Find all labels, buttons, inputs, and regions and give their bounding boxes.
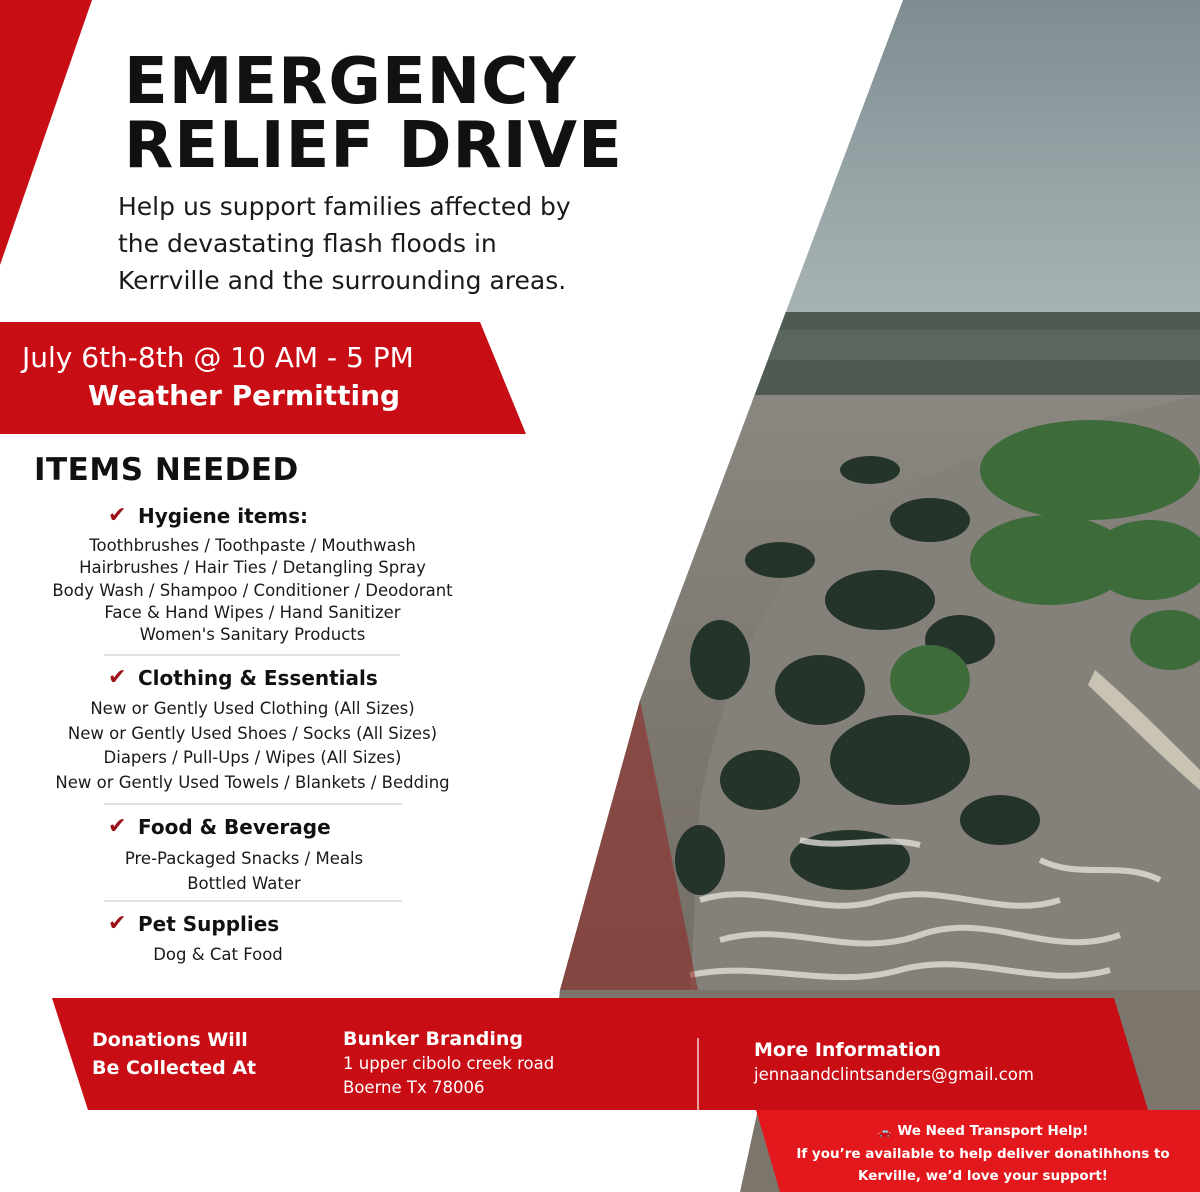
divider [104, 900, 402, 902]
intro-line-1: Help us support families affected by [118, 192, 571, 221]
intro-line-2: the devastating flash floods in [118, 229, 497, 258]
category-title: Pet Supplies [138, 912, 280, 936]
collection-location [343, 1026, 554, 1100]
transport-line-2: If you’re available to help deliver donatihhons to [796, 1146, 1170, 1162]
transport-heading: We Need Transport Help! [897, 1123, 1089, 1139]
lower-white-wedge [484, 1100, 760, 1192]
divider [104, 654, 400, 656]
transport-line-3: Kerville, we’d love your support! [858, 1168, 1108, 1184]
page-title [124, 45, 623, 183]
red-corner-accent [0, 0, 92, 265]
list-item: Body Wash / Shampoo / Conditioner / Deodorant [52, 580, 453, 600]
checkmark-icon: ✔ [108, 503, 127, 528]
divider [104, 803, 402, 805]
weather-note: Weather Permitting [88, 379, 401, 412]
intro-text [118, 188, 638, 299]
category-title: Hygiene items: [138, 504, 308, 528]
collection-label-line-1: Donations Will [92, 1029, 248, 1051]
category-clothing [0, 663, 505, 795]
category-pet [0, 909, 505, 966]
collection-label-line-2: Be Collected At [92, 1057, 257, 1079]
more-information [754, 1037, 1034, 1087]
list-item: Diapers / Pull-Ups / Wipes (All Sizes) [103, 748, 402, 767]
items-needed-heading: ITEMS NEEDED [34, 452, 299, 488]
list-item: Bottled Water [187, 873, 301, 893]
list-item: Toothbrushes / Toothpaste / Mouthwash [89, 536, 416, 555]
event-dates: July 6th-8th @ 10 AM - 5 PM [22, 341, 414, 374]
category-title: Food & Beverage [138, 815, 331, 839]
list-item: New or Gently Used Towels / Blankets / Bedding [55, 772, 450, 792]
checkmark-icon: ✔ [108, 665, 127, 690]
transport-notice [778, 1120, 1188, 1187]
category-title: Clothing & Essentials [138, 666, 378, 690]
list-item: New or Gently Used Clothing (All Sizes) [90, 699, 415, 718]
address-line-2: Boerne Tx 78006 [343, 1078, 485, 1097]
list-item: New or Gently Used Shoes / Socks (All Sizes) [67, 723, 438, 743]
contact-email[interactable]: jennaandclintsanders@gmail.com [754, 1065, 1034, 1084]
more-info-heading: More Information [754, 1039, 941, 1061]
intro-line-3: Kerrville and the surrounding areas. [118, 266, 567, 295]
address-line-1: 1 upper cibolo creek road [343, 1054, 555, 1073]
footer-divider [697, 1038, 699, 1110]
title-line-2: RELIEF DRIVE [124, 109, 623, 183]
category-hygiene [0, 501, 505, 646]
collection-label [92, 1026, 256, 1082]
checkmark-icon: ✔ [108, 814, 127, 839]
list-item: Hairbrushes / Hair Ties / Detangling Spray [79, 558, 426, 578]
list-item: Face & Hand Wipes / Hand Sanitizer [104, 602, 401, 622]
list-item: Dog & Cat Food [153, 945, 283, 964]
car-icon: 🚗 [877, 1125, 892, 1138]
category-food [0, 812, 505, 896]
title-line-1: EMERGENCY [124, 45, 577, 119]
list-item: Pre-Packaged Snacks / Meals [124, 849, 364, 868]
location-name: Bunker Branding [343, 1028, 523, 1050]
list-item: Women's Sanitary Products [139, 625, 366, 645]
checkmark-icon: ✔ [108, 911, 127, 936]
